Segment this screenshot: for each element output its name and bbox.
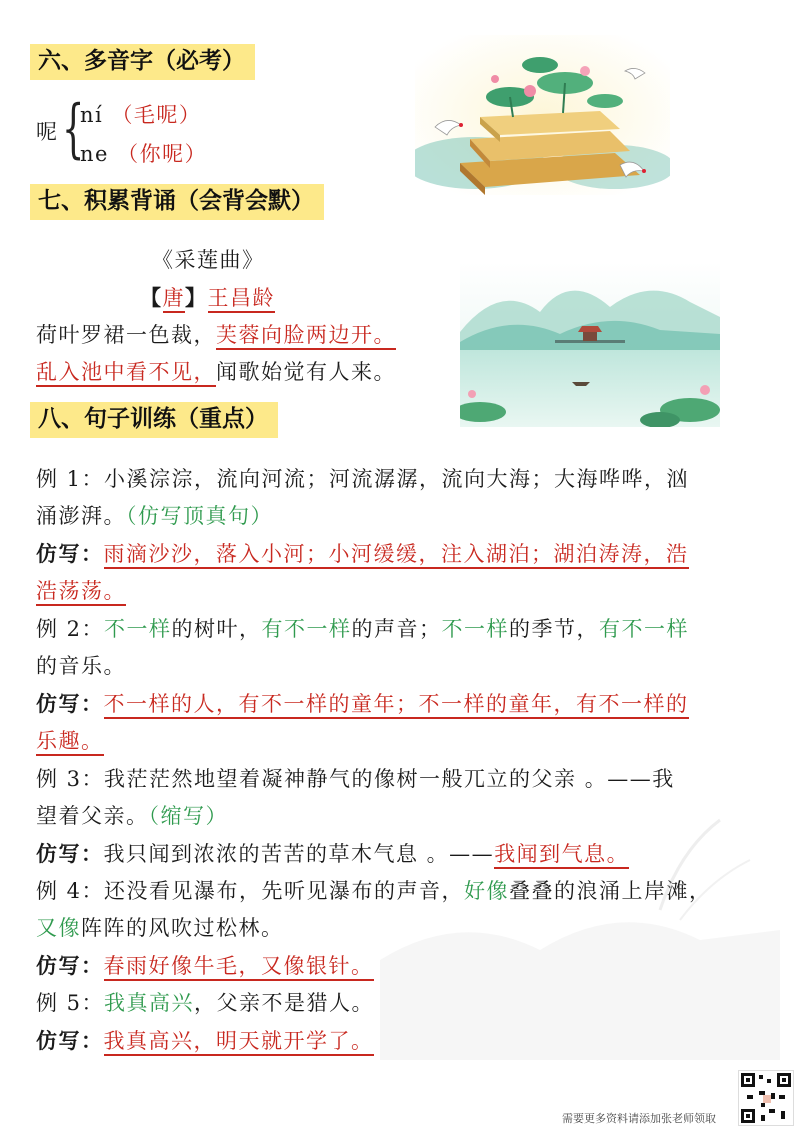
ink-landscape-watermark (380, 760, 780, 1060)
example-4-line-1: 例 4：还没看见瀑布，先听见瀑布的声音，好像叠叠的浪涌上岸滩， (36, 879, 712, 903)
example-2-answer-line-1: 仿写：不一样的人，有不一样的童年；不一样的童年，有不一样的 (36, 687, 689, 721)
example-5-line-1: 例 5：我真高兴，父亲不是猎人。 (36, 991, 375, 1015)
example-2-answer-line-2: 乐趣。 (36, 724, 104, 758)
books-lotus-illustration (415, 35, 670, 195)
example-5-answer: 仿写：我真高兴，明天就开学了。 (36, 1024, 374, 1058)
lake-landscape-illustration (460, 262, 720, 427)
example-2-line-2: 的音乐。 (36, 654, 126, 678)
example-1-answer-line-2: 浩荡荡。 (36, 574, 126, 608)
example-3-answer: 仿写：我只闻到浓浓的苦苦的草木气息 。——我闻到气息。 (36, 837, 629, 871)
example-1-line-1: 例 1：小溪淙淙，流向河流；河流潺潺，流向大海；大海哗哗，汹 (36, 467, 690, 491)
poem-author: 王昌龄 (208, 286, 276, 313)
poem-line-2: 乱入池中看不见，闻歌始觉有人来。 (36, 355, 396, 389)
example-3-line-1: 例 3：我茫茫然地望着凝神静气的像树一般兀立的父亲 。——我 (36, 767, 675, 791)
example-4-line-2: 又像阵阵的风吹过松林。 (36, 916, 284, 940)
answer-label: 仿写： (36, 842, 104, 866)
poem-dynasty: 唐 (163, 286, 186, 313)
poem-line-2-answer: 乱入池中看不见， (36, 360, 216, 387)
answer-label: 仿写： (36, 954, 104, 978)
example-1-line-2: 涌澎湃。（仿写顶真句） (36, 504, 273, 528)
poem-title: 《采莲曲》 (152, 248, 265, 272)
example-3-note: （缩写） (148, 804, 228, 828)
answer-label: 仿写： (36, 542, 104, 566)
footer-note: 需要更多资料请添加张老师领取 (562, 1112, 716, 1125)
polyphone-char: 呢 (36, 120, 59, 144)
example-4-answer: 仿写：春雨好像牛毛，又像银针。 (36, 949, 374, 983)
qr-code (738, 1070, 794, 1126)
example-1-answer-line-1: 仿写：雨滴沙沙，落入小河；小河缓缓，注入湖泊；湖泊涛涛，浩 (36, 537, 689, 571)
polyphone-word-2: （你呢） (117, 142, 208, 166)
answer-label: 仿写： (36, 1029, 104, 1053)
example-2-line-1: 例 2：不一样的树叶，有不一样的声音；不一样的季节，有不一样 (36, 617, 690, 641)
poem-line-1-answer: 芙蓉向脸两边开。 (216, 323, 396, 350)
example-1-note: （仿写顶真句） (126, 504, 273, 528)
brace-icon: { (62, 92, 85, 166)
section-8-heading: 八、句子训练（重点） (30, 402, 278, 438)
polyphone-reading-1: ní （毛呢） (80, 103, 202, 127)
polyphone-word-1: （毛呢） (111, 103, 202, 127)
answer-label: 仿写： (36, 692, 104, 716)
poem-author-line: 【唐】王昌龄 (140, 281, 275, 315)
polyphone-reading-2: ne （你呢） (80, 142, 208, 166)
section-7-heading: 七、积累背诵（会背会默） (30, 184, 324, 220)
poem-line-1: 荷叶罗裙一色裁，芙蓉向脸两边开。 (36, 318, 396, 352)
example-3-line-2: 望着父亲。（缩写） (36, 804, 228, 828)
section-6-heading: 六、多音字（必考） (30, 44, 255, 80)
